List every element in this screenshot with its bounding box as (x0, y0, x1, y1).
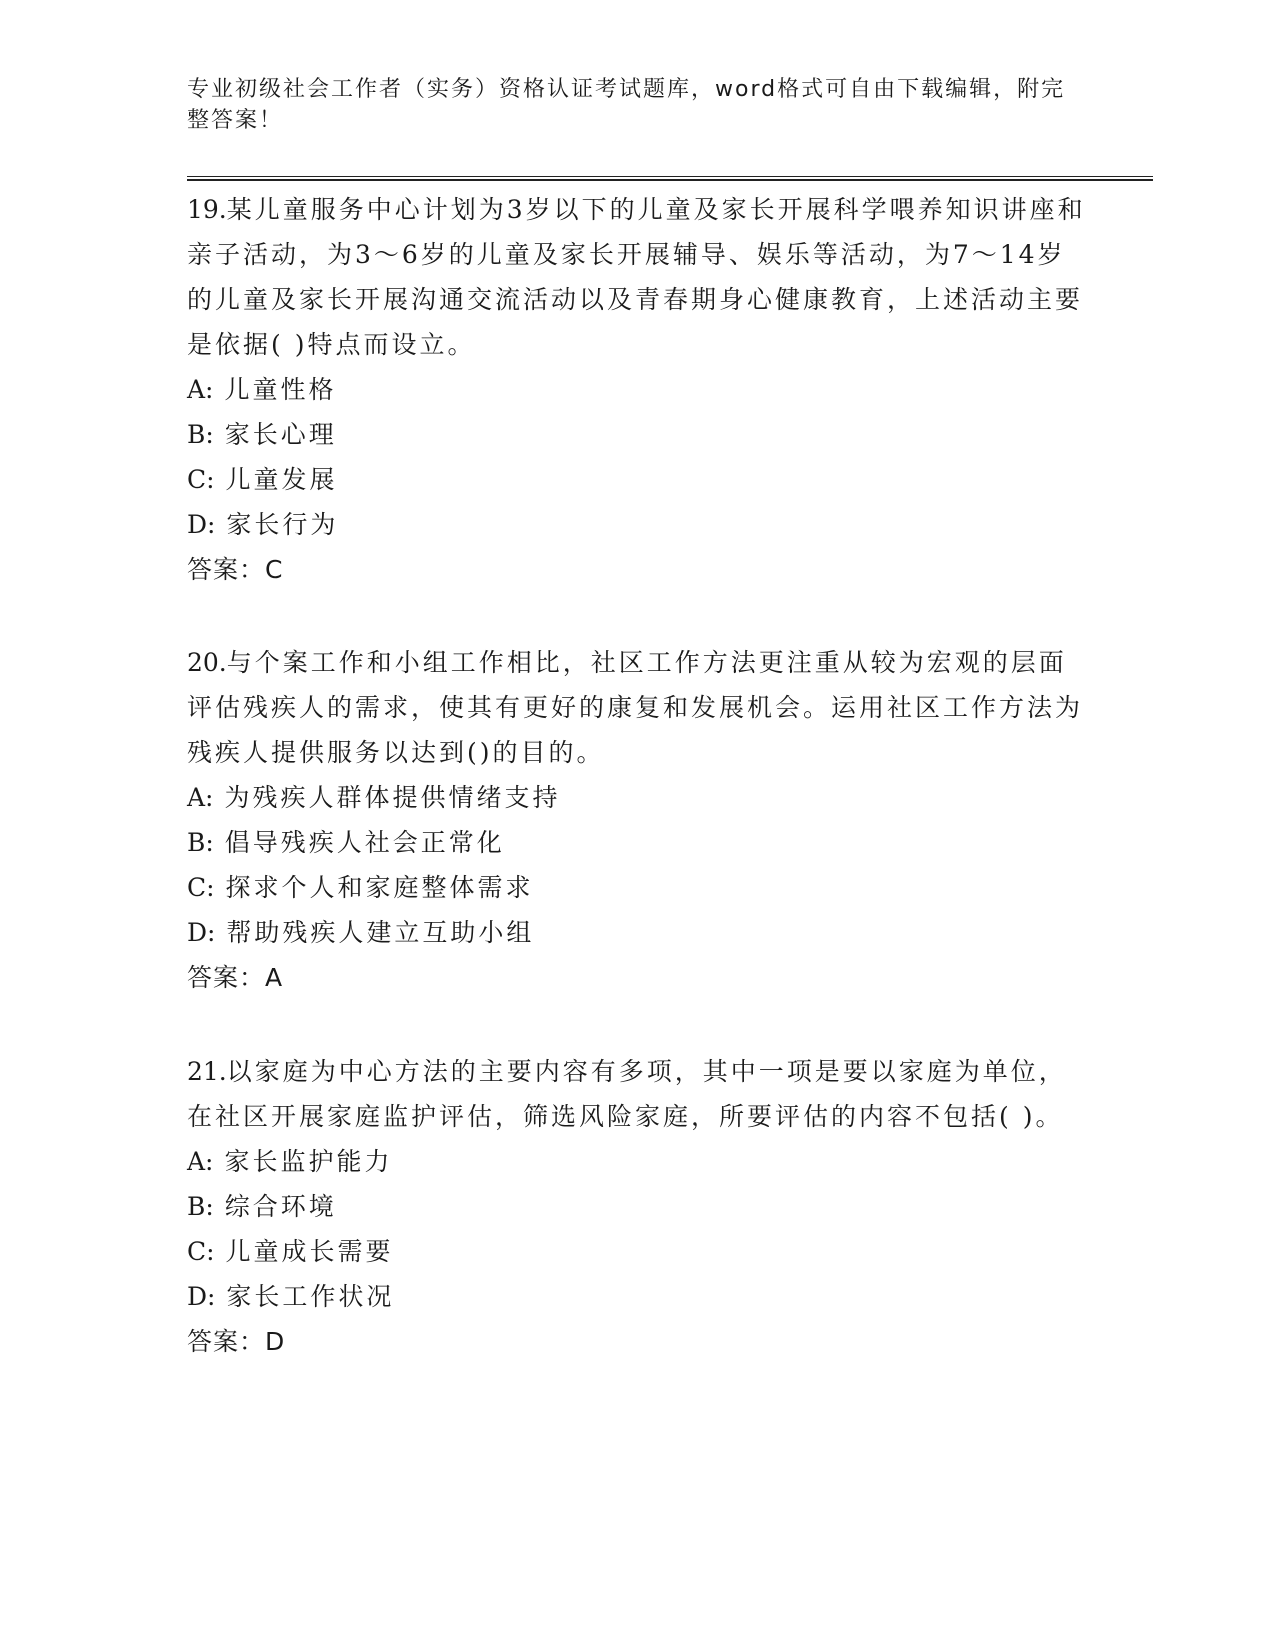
option-key: A: (187, 375, 214, 404)
option-d (187, 502, 1087, 547)
option-text: 家长心理 (224, 420, 337, 449)
option-text: 为残疾人群体提供情绪支持 (224, 783, 561, 812)
option-b (187, 412, 1087, 457)
option-a (187, 1139, 1087, 1184)
option-b (187, 1184, 1087, 1229)
option-a (187, 775, 1087, 820)
option-key: D: (187, 1282, 216, 1311)
option-c (187, 1229, 1087, 1274)
question-text: 以家庭为中心方法的主要内容有多项，其中一项是要以家庭为单位，在社区开展家庭监护评估，筛选风险家庭，所要评估的内容不包括( )。 (187, 1057, 1067, 1131)
option-a (187, 367, 1087, 412)
option-text: 儿童成长需要 (225, 1237, 394, 1266)
option-key: A: (187, 1147, 214, 1176)
answer-line: 答案：D (187, 1327, 286, 1356)
option-text: 家长行为 (226, 510, 339, 539)
document-header: 专业初级社会工作者（实务）资格认证考试题库，word格式可自由下载编辑，附完整答案！ (187, 77, 1066, 133)
option-key: C: (187, 873, 215, 902)
question-stem (187, 187, 1087, 367)
option-key: D: (187, 510, 216, 539)
option-key: B: (187, 1192, 214, 1221)
option-key: B: (187, 420, 214, 449)
option-list (187, 1139, 1087, 1319)
option-text: 家长监护能力 (224, 1147, 393, 1176)
question-text: 与个案工作和小组工作相比，社区工作方法更注重从较为宏观的层面评估残疾人的需求，使其有更好的康复和发展机会。运用社区工作方法为残疾人提供服务以达到()的目的。 (187, 648, 1084, 767)
header-divider (187, 176, 1153, 181)
option-c (187, 457, 1087, 502)
question-number: 19. (187, 195, 227, 224)
question-stem (187, 1049, 1087, 1139)
question-stem (187, 640, 1087, 775)
option-key: A: (187, 783, 214, 812)
option-text: 儿童发展 (225, 465, 338, 494)
option-d (187, 1274, 1087, 1319)
option-text: 探求个人和家庭整体需求 (225, 873, 534, 902)
option-text: 综合环境 (224, 1192, 337, 1221)
option-key: B: (187, 828, 214, 857)
option-c (187, 865, 1087, 910)
option-key: C: (187, 465, 215, 494)
question-21 (187, 1049, 1087, 1364)
option-b (187, 820, 1087, 865)
option-d (187, 910, 1087, 955)
option-list (187, 775, 1087, 955)
option-text: 家长工作状况 (226, 1282, 395, 1311)
option-list (187, 367, 1087, 547)
answer-line: 答案：A (187, 963, 284, 992)
question-number: 21. (187, 1057, 227, 1086)
answer-line: 答案：C (187, 555, 284, 584)
option-text: 倡导残疾人社会正常化 (224, 828, 505, 857)
question-19 (187, 187, 1087, 592)
option-key: C: (187, 1237, 215, 1266)
question-text: 某儿童服务中心计划为3岁以下的儿童及家长开展科学喂养知识讲座和亲子活动，为3～6岁的儿童及家长开展辅导、娱乐等活动，为7～14岁的儿童及家长开展沟通交流活动以及青春期身心健康教育，上述活动主要是依据( )特点而设立。 (187, 195, 1086, 359)
question-20 (187, 640, 1087, 1000)
option-key: D: (187, 918, 216, 947)
option-text: 帮助残疾人建立互助小组 (226, 918, 535, 947)
option-text: 儿童性格 (224, 375, 337, 404)
question-number: 20. (187, 648, 227, 677)
